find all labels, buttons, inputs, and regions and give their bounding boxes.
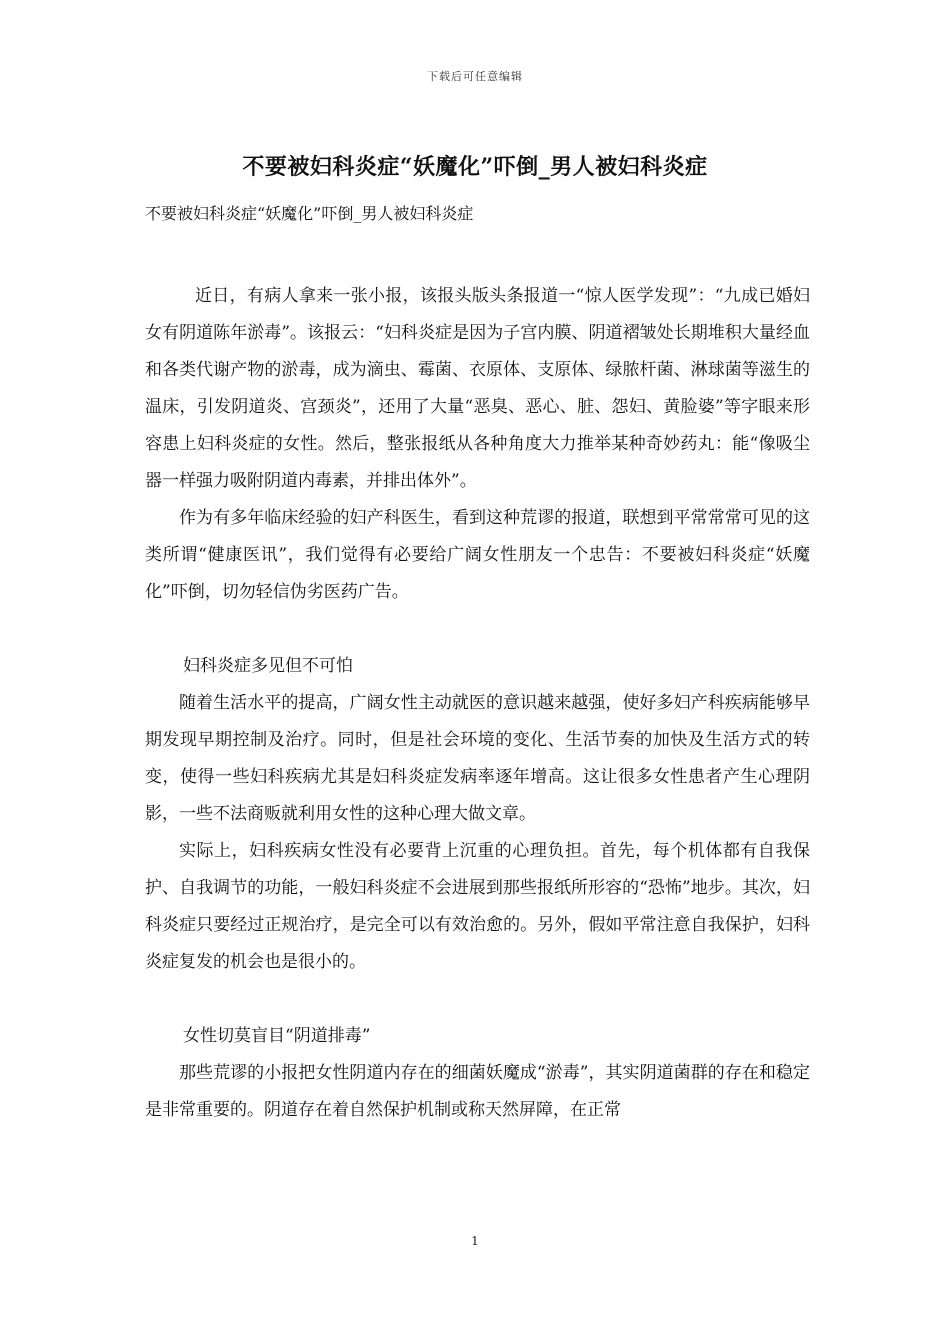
header-note: 下载后可任意编辑 xyxy=(427,70,523,83)
body-paragraph: 近日，有病人拿来一张小报，该报头版头条报道一“惊人医学发现”：“九成已婚妇女有阴道陈年淤毒”。该报云：“妇科炎症是因为子宫内膜、阴道褶皱处长期堆积大量经血和各类代谢产物的淤毒，成为滴虫、霉菌、衣原体、支原体、绿脓杆菌、淋球菌等滋生的温床，引发阴道炎、宫颈炎”，还用了大量“恶臭、恶心、脏、怨妇、黄脸婆”等字眼来形容患上妇科炎症的女性。然后，整张报纸从各种角度大力推举某种奇妙药丸：能“像吸尘器一样强力吸附阴道内毒素，并排出体外”。 xyxy=(145,286,810,491)
document-subtitle: 不要被妇科炎症“妖魔化”吓倒_男人被妇科炎症 xyxy=(145,204,474,223)
section-heading: 女性切莫盲目“阴道排毒” xyxy=(183,1026,371,1046)
section-heading: 妇科炎症多见但不可怕 xyxy=(183,656,353,676)
body-paragraph: 实际上，妇科疾病女性没有必要背上沉重的心理负担。首先，每个机体都有自我保护、自我调节的功能，一般妇科炎症不会进展到那些报纸所形容的“恐怖”地步。其次，妇科炎症只要经过正规治疗，是完全可以有效治愈的。另外，假如平常注意自我保护，妇科炎症复发的机会也是很小的。 xyxy=(145,841,810,972)
page-title: 不要被妇科炎症“妖魔化”吓倒_男人被妇科炎症 xyxy=(242,154,708,180)
body-paragraph: 那些荒谬的小报把女性阴道内存在的细菌妖魔成“淤毒”，其实阴道菌群的存在和稳定是非常重要的。阴道存在着自然保护机制或称天然屏障，在正常 xyxy=(145,1063,810,1120)
page-number: 1 xyxy=(471,1234,479,1248)
paragraph-gap xyxy=(145,611,810,648)
body-paragraph: 随着生活水平的提高，广阔女性主动就医的意识越来越强，使好多妇产科疾病能够早期发现早期控制及治疗。同时，但是社会环境的变化、生活节奏的加快及生活方式的转变，使得一些妇科疾病尤其是妇科炎症发病率逐年增高。这让很多女性患者产生心理阴影，一些不法商贩就利用女性的这种心理大做文章。 xyxy=(145,693,810,824)
paragraph-gap xyxy=(145,981,810,1018)
body-paragraph: 作为有多年临床经验的妇产科医生，看到这种荒谬的报道，联想到平常常常可见的这类所谓“健康医讯”，我们觉得有必要给广阔女性朋友一个忠告：不要被妇科炎症“妖魔化”吓倒，切勿轻信伪劣医药广告。 xyxy=(145,508,810,602)
document-body xyxy=(145,200,810,1129)
